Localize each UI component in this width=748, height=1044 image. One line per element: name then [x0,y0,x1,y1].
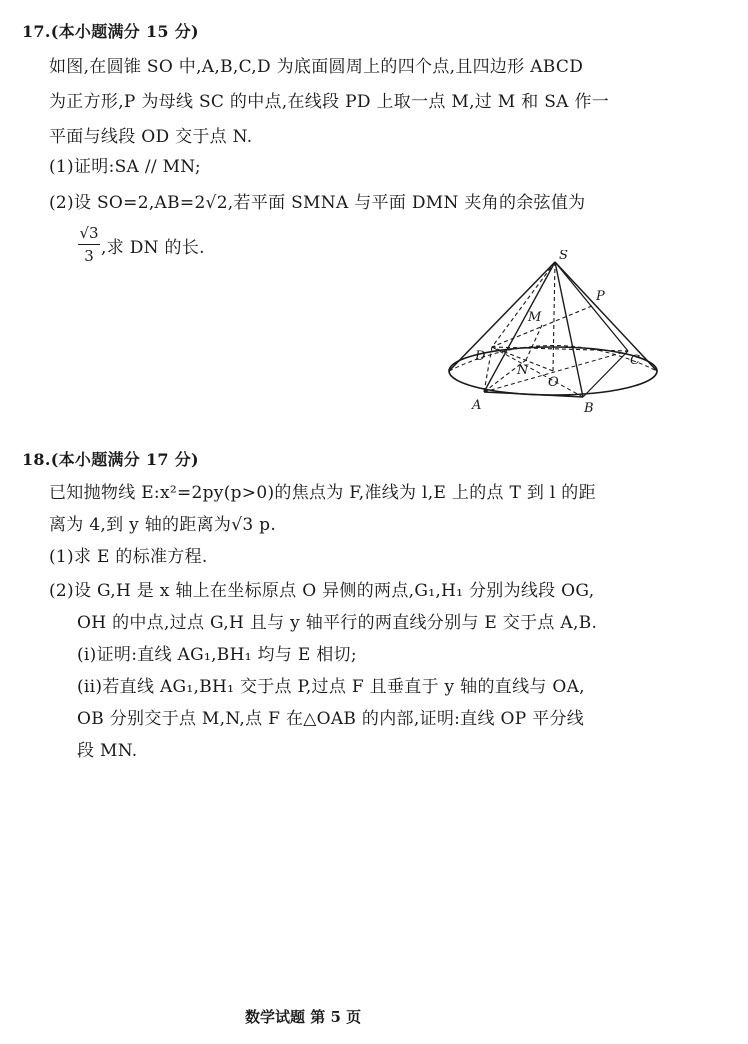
q17-part-2: (2)设 SO=2,AB=2√2,若平面 SMNA 与平面 DMN 夹角的余弦值为 [49,193,586,213]
q18-line-2: 离为 4,到 y 轴的距离为√3 p. [49,515,277,535]
q17-line-2: 为正方形,P 为母线 SC 的中点,在线段 PD 上取一点 M,过 M 和 SA 作一 [49,92,610,112]
q17-line-1: 如图,在圆锥 SO 中,A,B,C,D 为底面圆周上的四个点,且四边形 ABCD [49,57,584,77]
q18-part-2-ii-line-3: 段 MN. [77,741,138,761]
page-footer: 数学试题 第 5 页 [245,1008,362,1026]
q17-line-3: 平面与线段 OD 交于点 N. [49,127,253,147]
q18-header: 18.(本小题满分 17 分) [22,450,199,469]
q18-part-2-line-1: (2)设 G,H 是 x 轴上在坐标原点 O 异侧的两点,G₁,H₁ 分别为线段 OG, [49,581,595,601]
label-P: P [596,289,605,304]
label-C: C [630,353,640,368]
label-A: A [472,398,482,413]
label-O: O [548,375,559,390]
q18-part-2-ii-line-1: (ii)若直线 AG₁,BH₁ 交于点 P,过点 F 且垂直于 y 轴的直线与 OA, [77,677,585,697]
q18-part-2-i: (i)证明:直线 AG₁,BH₁ 均与 E 相切; [77,645,357,665]
q17-fraction-numerator: √3 [79,224,99,242]
q17-part-2-tail: ,求 DN 的长. [101,238,205,258]
q17-fraction-denominator: 3 [84,247,94,265]
q18-part-2-ii-line-2: OB 分别交于点 M,N,点 F 在△OAB 的内部,证明:直线 OP 平分线 [77,709,585,729]
q18-line-1: 已知抛物线 E:x²=2py(p>0)的焦点为 F,准线为 l,E 上的点 T 到 l 的距 [49,483,596,503]
label-B: B [584,401,594,416]
label-S: S [559,250,568,263]
q18-part-2-line-2: OH 的中点,过点 G,H 且与 y 轴平行的两直线分别与 E 交于点 A,B. [77,613,598,633]
q17-part-1: (1)证明:SA // MN; [49,157,201,177]
q17-fraction [78,224,100,265]
cone-figure [442,250,672,420]
label-M: M [528,310,542,325]
label-D: D [475,349,486,364]
q18-part-1: (1)求 E 的标准方程. [49,547,208,567]
q17-fraction-bar [78,244,100,245]
label-N: N [517,363,529,378]
q17-header: 17.(本小题满分 15 分) [22,22,199,41]
